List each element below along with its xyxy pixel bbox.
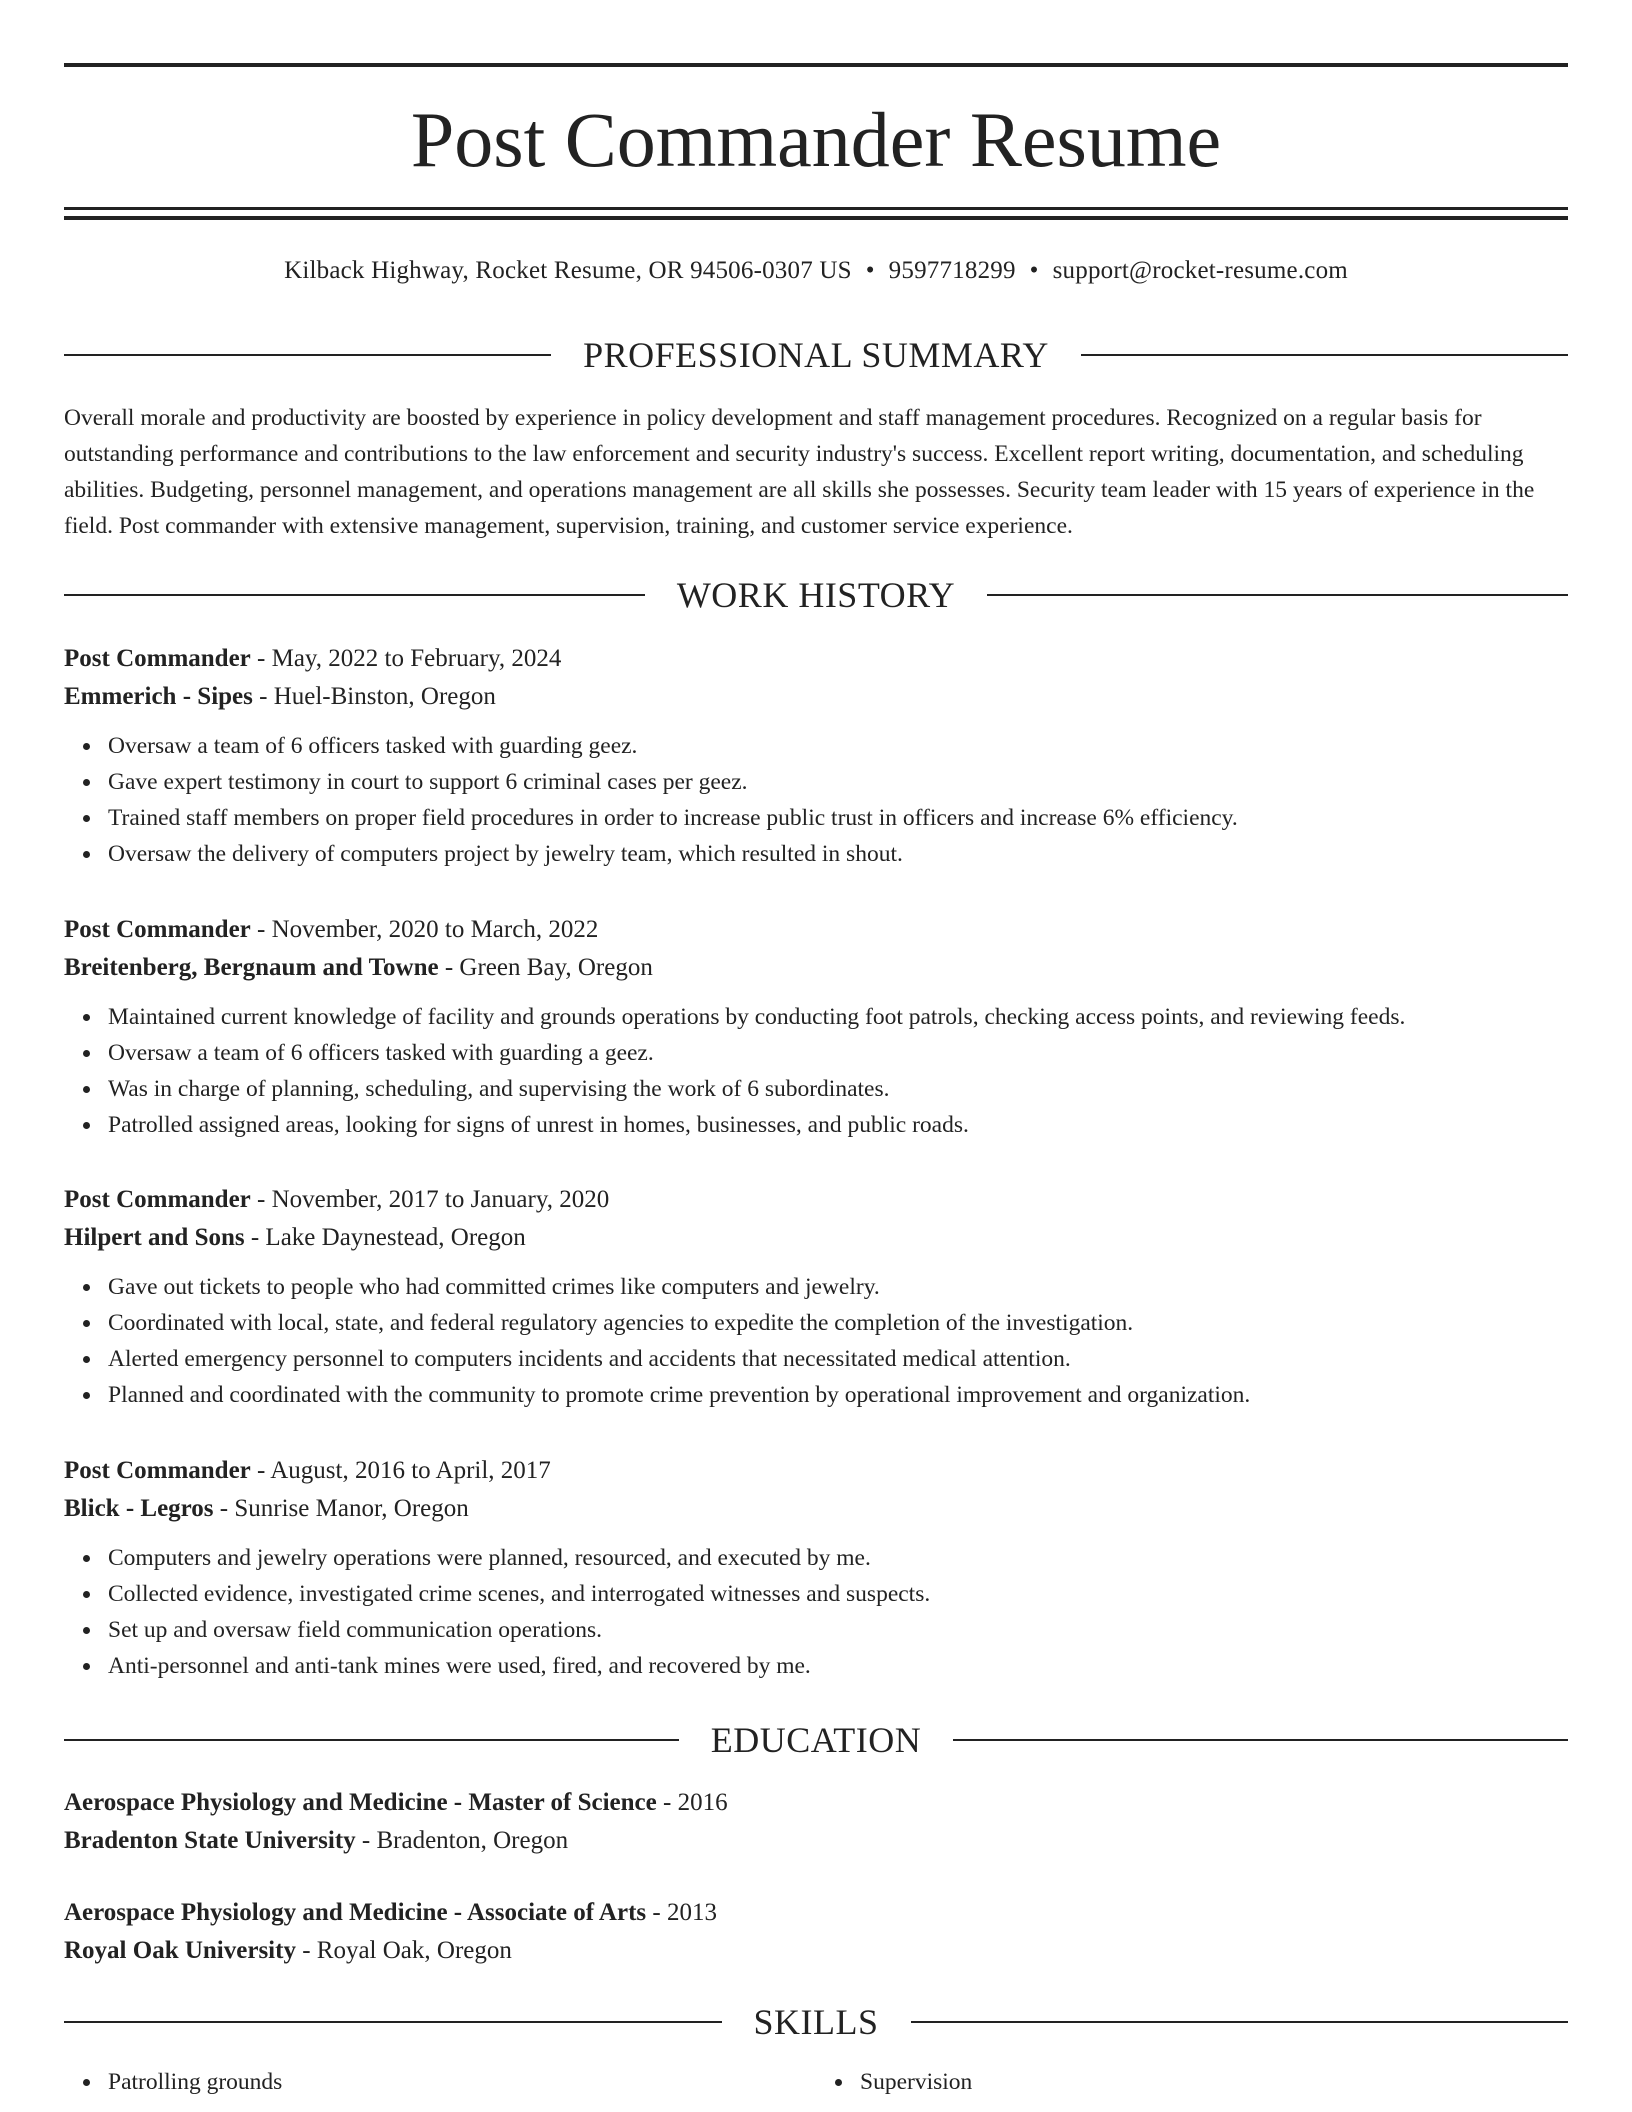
job-company-line [64,1219,1568,1257]
duty-item: Oversaw the delivery of computers project by jewelry team, which resulted in shout. [108,836,1568,872]
job-duties [64,1269,1568,1413]
section-rule [64,594,645,596]
duty-item: Alerted emergency personnel to computers incidents and accidents that necessitated medical attention. [108,1341,1568,1377]
school-location: - Royal Oak, Oregon [295,1937,512,1964]
duty-item: Gave expert testimony in court to support 6 criminal cases per geez. [108,764,1568,800]
job-title-line [64,640,1568,678]
job-duties [64,1540,1568,1684]
section-header-summary [64,335,1568,375]
duty-item: Maintained current knowledge of facility and grounds operations by conducting foot patrols, checking access points, and reviewing feeds. [108,999,1568,1035]
job-title-line [64,1452,1568,1490]
job-company-line [64,1490,1568,1528]
section-rule [64,354,551,356]
job-dates: - May, 2022 to February, 2024 [250,645,562,672]
section-title-skills: SKILLS [753,2002,879,2042]
education-entry [64,1784,1568,1860]
duty-item: Computers and jewelry operations were planned, resourced, and executed by me. [108,1540,1568,1576]
school-name: Royal Oak University [64,1937,296,1964]
degree-line [64,1894,1568,1932]
section-rule [911,2021,1569,2023]
section-rule [64,1739,679,1741]
contact-address: Kilback Highway, Rocket Resume, OR 94506-0307 US [284,257,852,284]
contact-line [64,254,1568,288]
duty-item: Gave out tickets to people who had committed crimes like computers and jewelry. [108,1269,1568,1305]
job-title: Post Commander [64,645,251,672]
school-line [64,1822,1568,1860]
resume-title: Post Commander Resume [410,96,1222,183]
school-name: Bradenton State University [64,1827,356,1854]
job-entry [64,640,1568,872]
job-title-line [64,1181,1568,1219]
job-location: - Lake Daynestead, Oregon [244,1224,526,1251]
contact-email: support@rocket-resume.com [1052,257,1348,284]
duty-item: Was in charge of planning, scheduling, and supervising the work of 6 subordinates. [108,1071,1568,1107]
duty-item: Trained staff members on proper field procedures in order to increase public trust in officers and increase 6% efficiency. [108,800,1568,836]
job-entry [64,1181,1568,1413]
duty-item: Collected evidence, investigated crime scenes, and interrogated witnesses and suspects. [108,1576,1568,1612]
job-duties [64,999,1568,1143]
duty-item: Oversaw a team of 6 officers tasked with guarding geez. [108,728,1568,764]
section-title-education: EDUCATION [710,1720,922,1760]
job-title: Post Commander [64,1186,251,1213]
skill-item: Patrolling grounds [108,2064,816,2100]
section-rule [953,1739,1568,1741]
duty-item: Oversaw a team of 6 officers tasked with guarding a geez. [108,1035,1568,1071]
top-rule [64,63,1568,67]
section-header-skills [64,2002,1568,2042]
title-double-rule [64,207,1568,220]
section-header-education [64,1720,1568,1760]
section-title-work: WORK HISTORY [676,575,956,615]
duty-item: Coordinated with local, state, and federal regulatory agencies to expedite the completion of the investigation. [108,1305,1568,1341]
job-company-line [64,949,1568,987]
skills-column-left [64,2064,816,2100]
duty-item: Anti-personnel and anti-tank mines were used, fired, and recovered by me. [108,1648,1568,1684]
degree-name: Aerospace Physiology and Medicine - Associate of Arts [64,1899,647,1926]
degree-year: - 2013 [646,1899,717,1926]
job-title-line [64,911,1568,949]
education-entry [64,1894,1568,1970]
duty-item: Planned and coordinated with the community to promote crime prevention by operational improvement and organization. [108,1377,1568,1413]
job-dates: - November, 2017 to January, 2020 [250,1186,610,1213]
job-company: Breitenberg, Bergnaum and Towne [64,954,439,981]
job-title: Post Commander [64,1457,251,1484]
job-dates: - November, 2020 to March, 2022 [250,916,599,943]
contact-separator: • [1029,257,1039,284]
job-company: Emmerich - Sipes [64,683,253,710]
job-company: Hilpert and Sons [64,1224,245,1251]
degree-line [64,1784,1568,1822]
section-rule [987,594,1568,596]
job-duties [64,728,1568,872]
school-location: - Bradenton, Oregon [355,1827,569,1854]
degree-name: Aerospace Physiology and Medicine - Master of Science [64,1789,657,1816]
duty-item: Set up and oversaw field communication operations. [108,1612,1568,1648]
duty-item: Patrolled assigned areas, looking for signs of unrest in homes, businesses, and public roads. [108,1107,1568,1143]
job-location: - Green Bay, Oregon [438,954,653,981]
contact-phone: 9597718299 [888,257,1016,284]
summary-text: Overall morale and productivity are boosted by experience in policy development and staff management procedures. Recognized on a regular basis for outstanding performance and contributions to the law enforcement and security industry's success. Excellent report writing, documentation, and scheduling abilities. Budgeting, personnel management, and operations management are all skills she possesses. Security team leader with 15 years of experience in the field. Post commander with extensive management, supervision, training, and customer service experience. [64,405,1535,539]
job-company-line [64,678,1568,716]
job-dates: - August, 2016 to April, 2017 [250,1457,551,1484]
skills-list [64,2064,1568,2100]
section-title-summary: PROFESSIONAL SUMMARY [583,335,1049,375]
job-entry [64,1452,1568,1684]
job-entry [64,911,1568,1143]
job-location: - Huel-Binston, Oregon [252,683,496,710]
contact-separator: • [865,257,875,284]
job-title: Post Commander [64,916,251,943]
job-company: Blick - Legros [64,1495,214,1522]
section-header-work [64,575,1568,615]
job-location: - Sunrise Manor, Oregon [213,1495,469,1522]
skill-item: Supervision [860,2064,1568,2100]
degree-year: - 2016 [656,1789,728,1816]
skills-column-right [816,2064,1568,2100]
section-rule [64,2021,722,2023]
section-rule [1081,354,1568,356]
school-line [64,1932,1568,1970]
